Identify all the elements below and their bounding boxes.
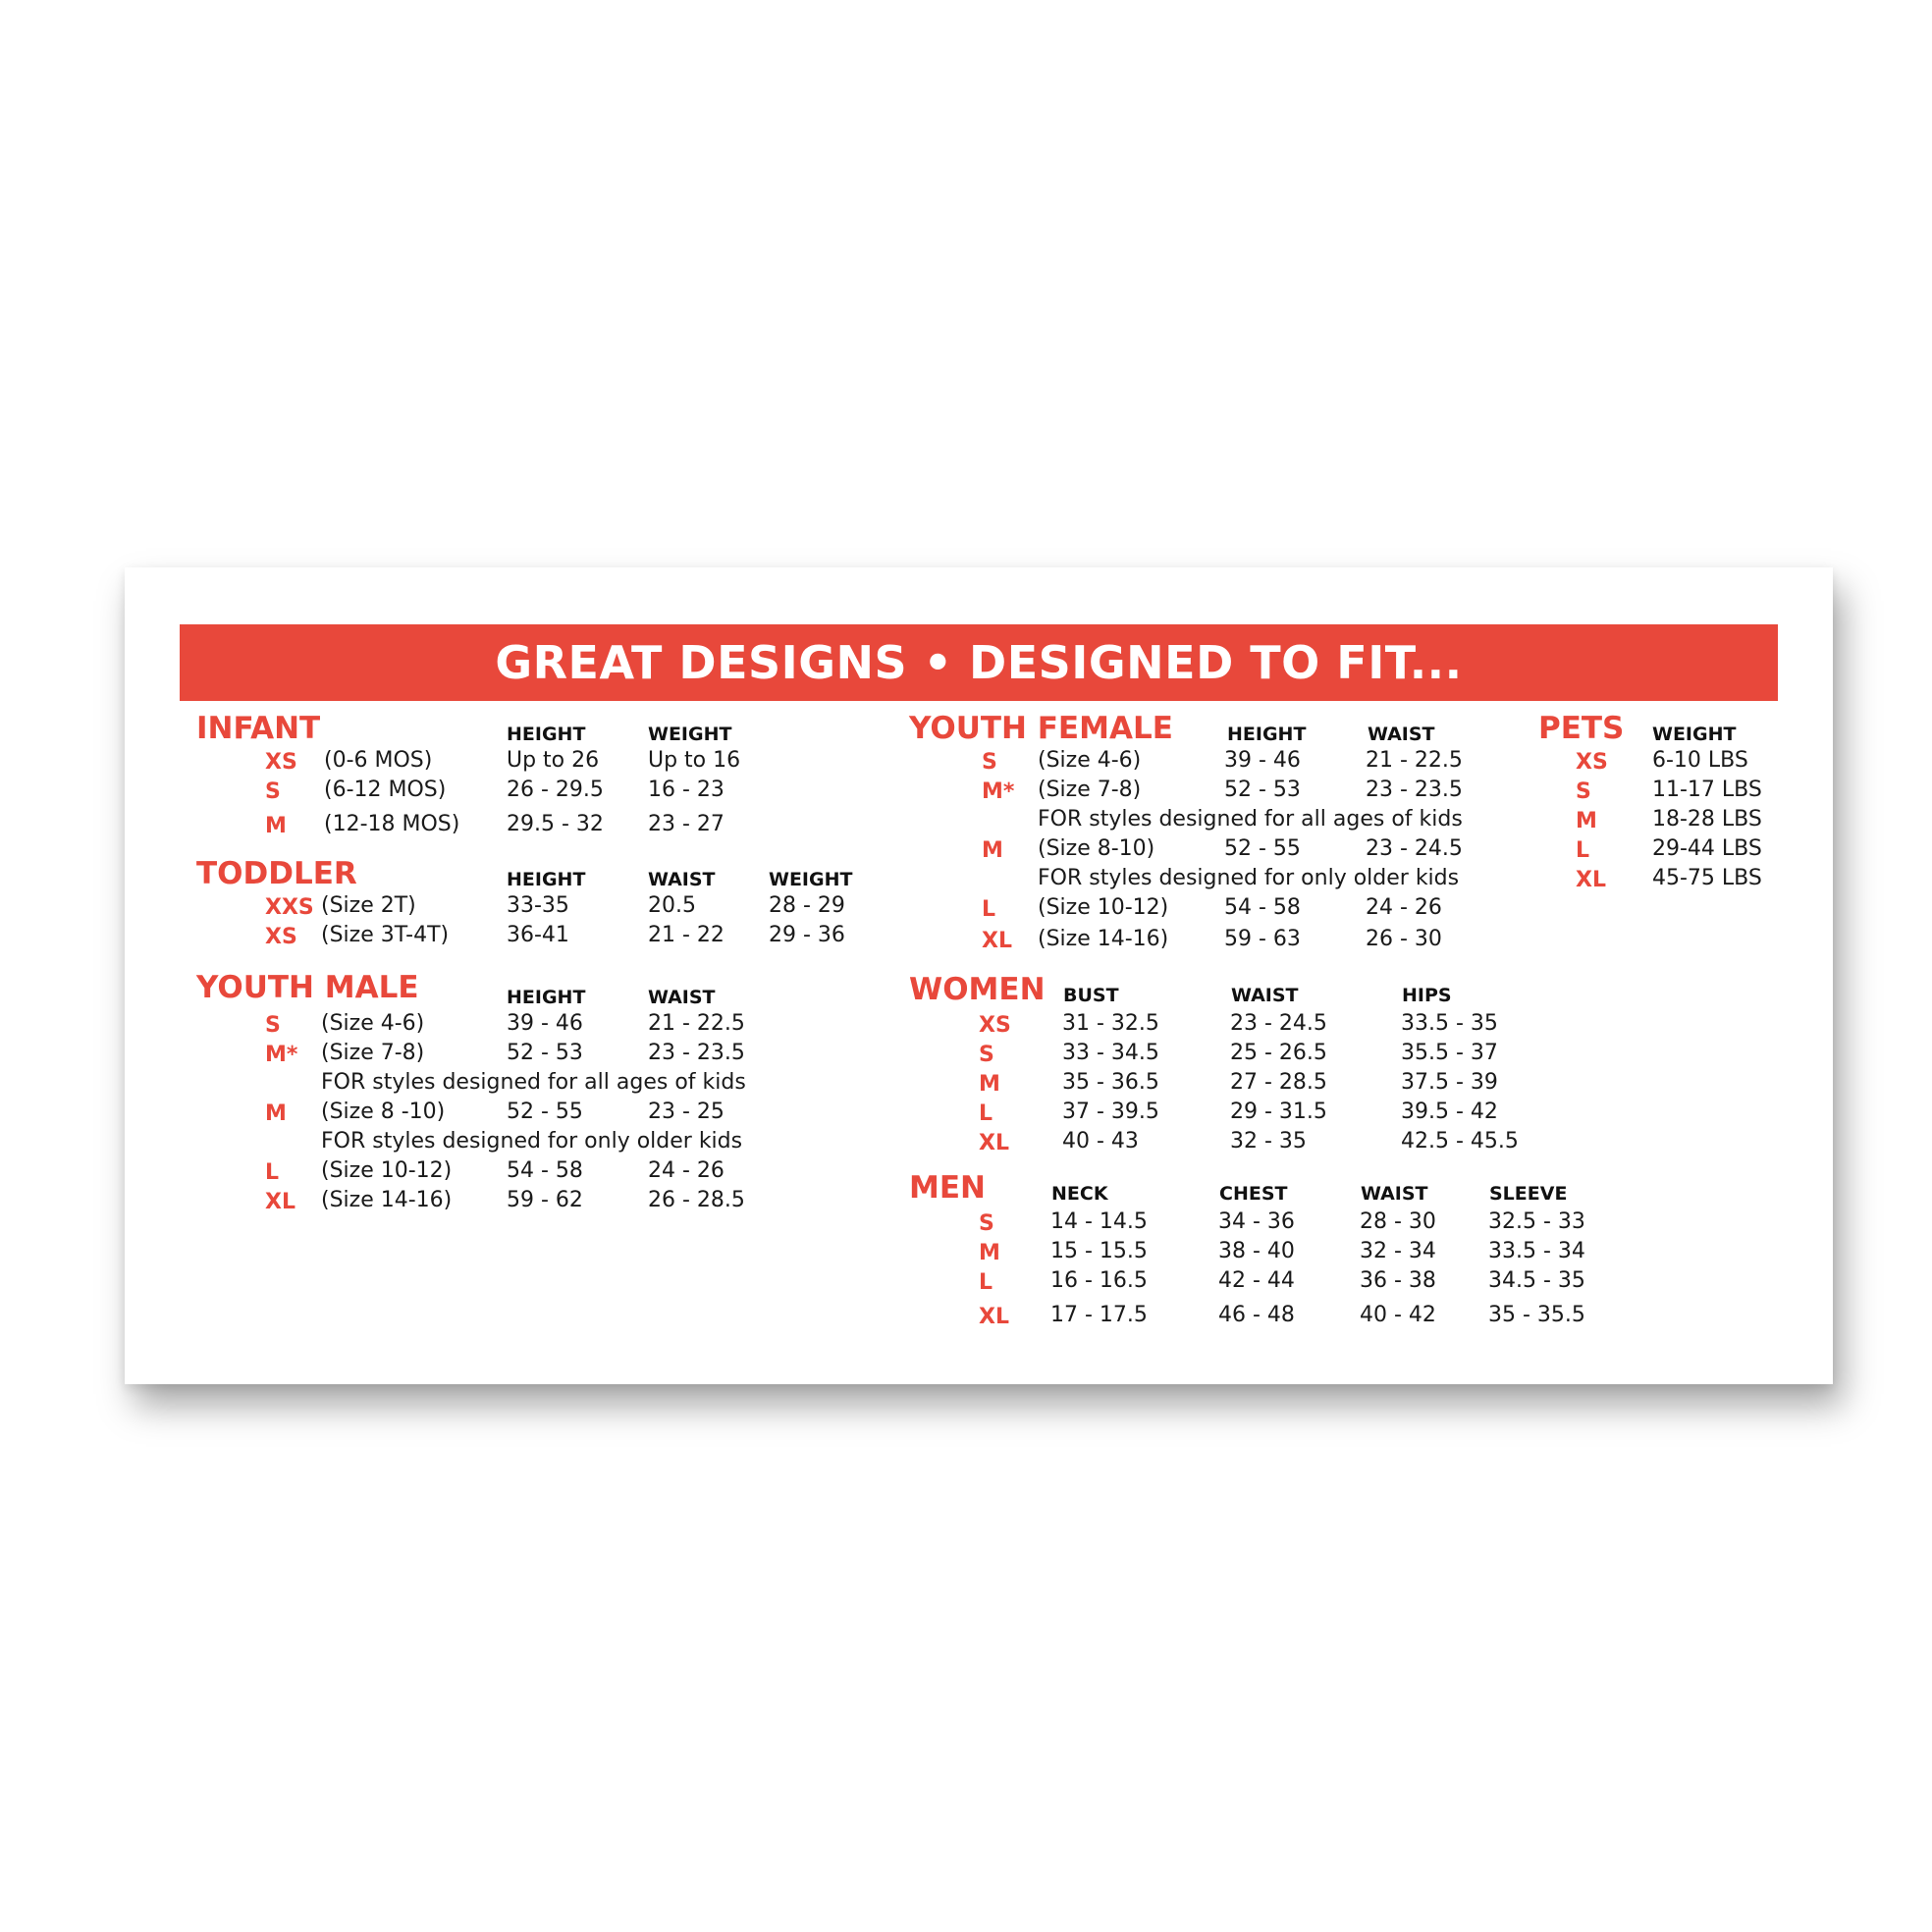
men-value: 14 - 14.5 bbox=[1050, 1209, 1148, 1234]
women-value: 29 - 31.5 bbox=[1230, 1100, 1327, 1124]
pets-value: 45-75 LBS bbox=[1652, 866, 1762, 890]
women-header-waist: WAIST bbox=[1231, 985, 1299, 1006]
youth-male-label: (Size 10-12) bbox=[321, 1158, 453, 1183]
pets-size: XS bbox=[1576, 750, 1608, 775]
toddler-header-waist: WAIST bbox=[648, 869, 716, 890]
youth-male-value: 59 - 62 bbox=[507, 1188, 583, 1212]
pets-value: 6-10 LBS bbox=[1652, 748, 1748, 773]
infant-header-weight: WEIGHT bbox=[648, 724, 732, 745]
men-value: 15 - 15.5 bbox=[1050, 1239, 1148, 1263]
youth-male-value: 21 - 22.5 bbox=[648, 1011, 745, 1036]
youth-male-value: 26 - 28.5 bbox=[648, 1188, 745, 1212]
women-value: 32 - 35 bbox=[1230, 1129, 1307, 1154]
women-value: 37 - 39.5 bbox=[1062, 1100, 1159, 1124]
infant-header-height: HEIGHT bbox=[507, 724, 586, 745]
women-value: 39.5 - 42 bbox=[1401, 1100, 1498, 1124]
youth-male-label: (Size 4-6) bbox=[321, 1011, 425, 1036]
men-header-waist: WAIST bbox=[1361, 1183, 1428, 1205]
youth-female-value: 39 - 46 bbox=[1224, 748, 1301, 773]
men-value: 17 - 17.5 bbox=[1050, 1303, 1148, 1327]
pets-size: L bbox=[1576, 838, 1590, 863]
men-value: 35 - 35.5 bbox=[1488, 1303, 1585, 1327]
infant-value: Up to 26 bbox=[507, 748, 600, 773]
youth-male-value: 23 - 25 bbox=[648, 1100, 724, 1124]
toddler-value: 28 - 29 bbox=[769, 893, 845, 918]
youth-female-header-height: HEIGHT bbox=[1227, 724, 1307, 745]
pets-size: XL bbox=[1576, 868, 1606, 892]
youth-male-size: L bbox=[265, 1160, 280, 1185]
youth-female-label: (Size 14-16) bbox=[1038, 927, 1169, 951]
women-size: L bbox=[979, 1101, 993, 1126]
men-header-sleeve: SLEEVE bbox=[1489, 1183, 1568, 1205]
youth-male-label: (Size 7-8) bbox=[321, 1041, 425, 1065]
section-title-men: MEN bbox=[909, 1170, 986, 1206]
women-size: M bbox=[979, 1072, 1000, 1097]
women-value: 23 - 24.5 bbox=[1230, 1011, 1327, 1036]
pets-value: 18-28 LBS bbox=[1652, 807, 1762, 832]
youth-male-value: 23 - 23.5 bbox=[648, 1041, 745, 1065]
women-size: S bbox=[979, 1043, 994, 1067]
section-title-pets: PETS bbox=[1538, 711, 1625, 746]
youth-female-value: 59 - 63 bbox=[1224, 927, 1301, 951]
toddler-size: XXS bbox=[265, 895, 314, 920]
infant-value: 29.5 - 32 bbox=[507, 812, 604, 836]
pets-size: M bbox=[1576, 809, 1597, 833]
toddler-value: 20.5 bbox=[648, 893, 696, 918]
men-header-neck: NECK bbox=[1051, 1183, 1108, 1205]
youth-male-value: 54 - 58 bbox=[507, 1158, 583, 1183]
youth-female-size: M bbox=[982, 838, 1003, 863]
pets-header-weight: WEIGHT bbox=[1652, 724, 1737, 745]
youth-female-value: 52 - 53 bbox=[1224, 778, 1301, 802]
youth-female-value: 26 - 30 bbox=[1366, 927, 1442, 951]
women-value: 42.5 - 45.5 bbox=[1401, 1129, 1519, 1154]
infant-label: (0-6 MOS) bbox=[324, 748, 433, 773]
men-value: 16 - 16.5 bbox=[1050, 1268, 1148, 1293]
youth-female-value: 23 - 23.5 bbox=[1366, 778, 1463, 802]
men-size: L bbox=[979, 1270, 993, 1295]
men-value: 28 - 30 bbox=[1360, 1209, 1436, 1234]
women-value: 31 - 32.5 bbox=[1062, 1011, 1159, 1036]
men-value: 34 - 36 bbox=[1218, 1209, 1295, 1234]
men-value: 42 - 44 bbox=[1218, 1268, 1295, 1293]
toddler-value: 33-35 bbox=[507, 893, 569, 918]
section-title-infant: INFANT bbox=[196, 711, 321, 746]
men-value: 32.5 - 33 bbox=[1488, 1209, 1585, 1234]
men-value: 33.5 - 34 bbox=[1488, 1239, 1585, 1263]
youth-male-size: M bbox=[265, 1101, 287, 1126]
men-value: 36 - 38 bbox=[1360, 1268, 1436, 1293]
men-value: 34.5 - 35 bbox=[1488, 1268, 1585, 1293]
pets-value: 29-44 LBS bbox=[1652, 836, 1762, 861]
toddler-label: (Size 3T-4T) bbox=[321, 923, 450, 947]
men-size: S bbox=[979, 1211, 994, 1236]
youth-male-size: XL bbox=[265, 1190, 295, 1214]
youth-female-value: 54 - 58 bbox=[1224, 895, 1301, 920]
youth-male-header-waist: WAIST bbox=[648, 987, 716, 1008]
section-title-youth-female: YOUTH FEMALE bbox=[909, 711, 1173, 746]
infant-label: (6-12 MOS) bbox=[324, 778, 447, 802]
section-title-youth-male: YOUTH MALE bbox=[196, 970, 419, 1005]
women-value: 35 - 36.5 bbox=[1062, 1070, 1159, 1095]
infant-size: S bbox=[265, 779, 281, 804]
youth-male-label: (Size 14-16) bbox=[321, 1188, 453, 1212]
toddler-value: 36-41 bbox=[507, 923, 569, 947]
youth-male-header-height: HEIGHT bbox=[507, 987, 586, 1008]
youth-female-label: (Size 8-10) bbox=[1038, 836, 1155, 861]
youth-male-value: 39 - 46 bbox=[507, 1011, 583, 1036]
youth-female-size: M* bbox=[982, 779, 1015, 804]
youth-female-value: 24 - 26 bbox=[1366, 895, 1442, 920]
women-value: 33 - 34.5 bbox=[1062, 1041, 1159, 1065]
women-value: 37.5 - 39 bbox=[1401, 1070, 1498, 1095]
men-value: 38 - 40 bbox=[1218, 1239, 1295, 1263]
youth-male-note: FOR styles designed for all ages of kids bbox=[321, 1070, 746, 1095]
pets-size: S bbox=[1576, 779, 1591, 804]
women-header-bust: BUST bbox=[1063, 985, 1119, 1006]
women-header-hips: HIPS bbox=[1402, 985, 1452, 1006]
men-value: 46 - 48 bbox=[1218, 1303, 1295, 1327]
youth-female-note: FOR styles designed for only older kids bbox=[1038, 866, 1460, 890]
youth-female-size: L bbox=[982, 897, 996, 922]
men-size: XL bbox=[979, 1305, 1009, 1329]
men-value: 32 - 34 bbox=[1360, 1239, 1436, 1263]
men-size: M bbox=[979, 1241, 1000, 1265]
youth-female-size: XL bbox=[982, 929, 1012, 953]
youth-male-note: FOR styles designed for only older kids bbox=[321, 1129, 743, 1154]
section-title-toddler: TODDLER bbox=[196, 856, 357, 891]
toddler-value: 21 - 22 bbox=[648, 923, 724, 947]
pets-value: 11-17 LBS bbox=[1652, 778, 1762, 802]
youth-female-value: 23 - 24.5 bbox=[1366, 836, 1463, 861]
women-value: 40 - 43 bbox=[1062, 1129, 1139, 1154]
toddler-size: XS bbox=[265, 925, 297, 949]
youth-male-value: 24 - 26 bbox=[648, 1158, 724, 1183]
youth-female-note: FOR styles designed for all ages of kids bbox=[1038, 807, 1463, 832]
youth-female-label: (Size 7-8) bbox=[1038, 778, 1142, 802]
infant-size: XS bbox=[265, 750, 297, 775]
toddler-header-weight: WEIGHT bbox=[769, 869, 853, 890]
youth-female-header-waist: WAIST bbox=[1368, 724, 1435, 745]
infant-value: 16 - 23 bbox=[648, 778, 724, 802]
men-value: 40 - 42 bbox=[1360, 1303, 1436, 1327]
section-title-women: WOMEN bbox=[909, 972, 1046, 1007]
women-size: XL bbox=[979, 1131, 1009, 1155]
women-value: 25 - 26.5 bbox=[1230, 1041, 1327, 1065]
youth-male-size: S bbox=[265, 1013, 281, 1038]
women-value: 33.5 - 35 bbox=[1401, 1011, 1498, 1036]
toddler-header-height: HEIGHT bbox=[507, 869, 586, 890]
infant-size: M bbox=[265, 814, 287, 838]
youth-female-label: (Size 10-12) bbox=[1038, 895, 1169, 920]
youth-male-value: 52 - 53 bbox=[507, 1041, 583, 1065]
women-size: XS bbox=[979, 1013, 1011, 1038]
toddler-label: (Size 2T) bbox=[321, 893, 416, 918]
women-value: 35.5 - 37 bbox=[1401, 1041, 1498, 1065]
youth-female-value: 21 - 22.5 bbox=[1366, 748, 1463, 773]
youth-male-label: (Size 8 -10) bbox=[321, 1100, 446, 1124]
youth-male-size: M* bbox=[265, 1043, 298, 1067]
women-value: 27 - 28.5 bbox=[1230, 1070, 1327, 1095]
youth-female-label: (Size 4-6) bbox=[1038, 748, 1142, 773]
infant-value: 23 - 27 bbox=[648, 812, 724, 836]
youth-male-value: 52 - 55 bbox=[507, 1100, 583, 1124]
chart-title-banner bbox=[180, 624, 1778, 701]
toddler-value: 29 - 36 bbox=[769, 923, 845, 947]
chart-title: GREAT DESIGNS • DESIGNED TO FIT... bbox=[495, 636, 1463, 689]
youth-female-size: S bbox=[982, 750, 997, 775]
infant-label: (12-18 MOS) bbox=[324, 812, 460, 836]
infant-value: Up to 16 bbox=[648, 748, 741, 773]
youth-female-value: 52 - 55 bbox=[1224, 836, 1301, 861]
men-header-chest: CHEST bbox=[1219, 1183, 1288, 1205]
infant-value: 26 - 29.5 bbox=[507, 778, 604, 802]
